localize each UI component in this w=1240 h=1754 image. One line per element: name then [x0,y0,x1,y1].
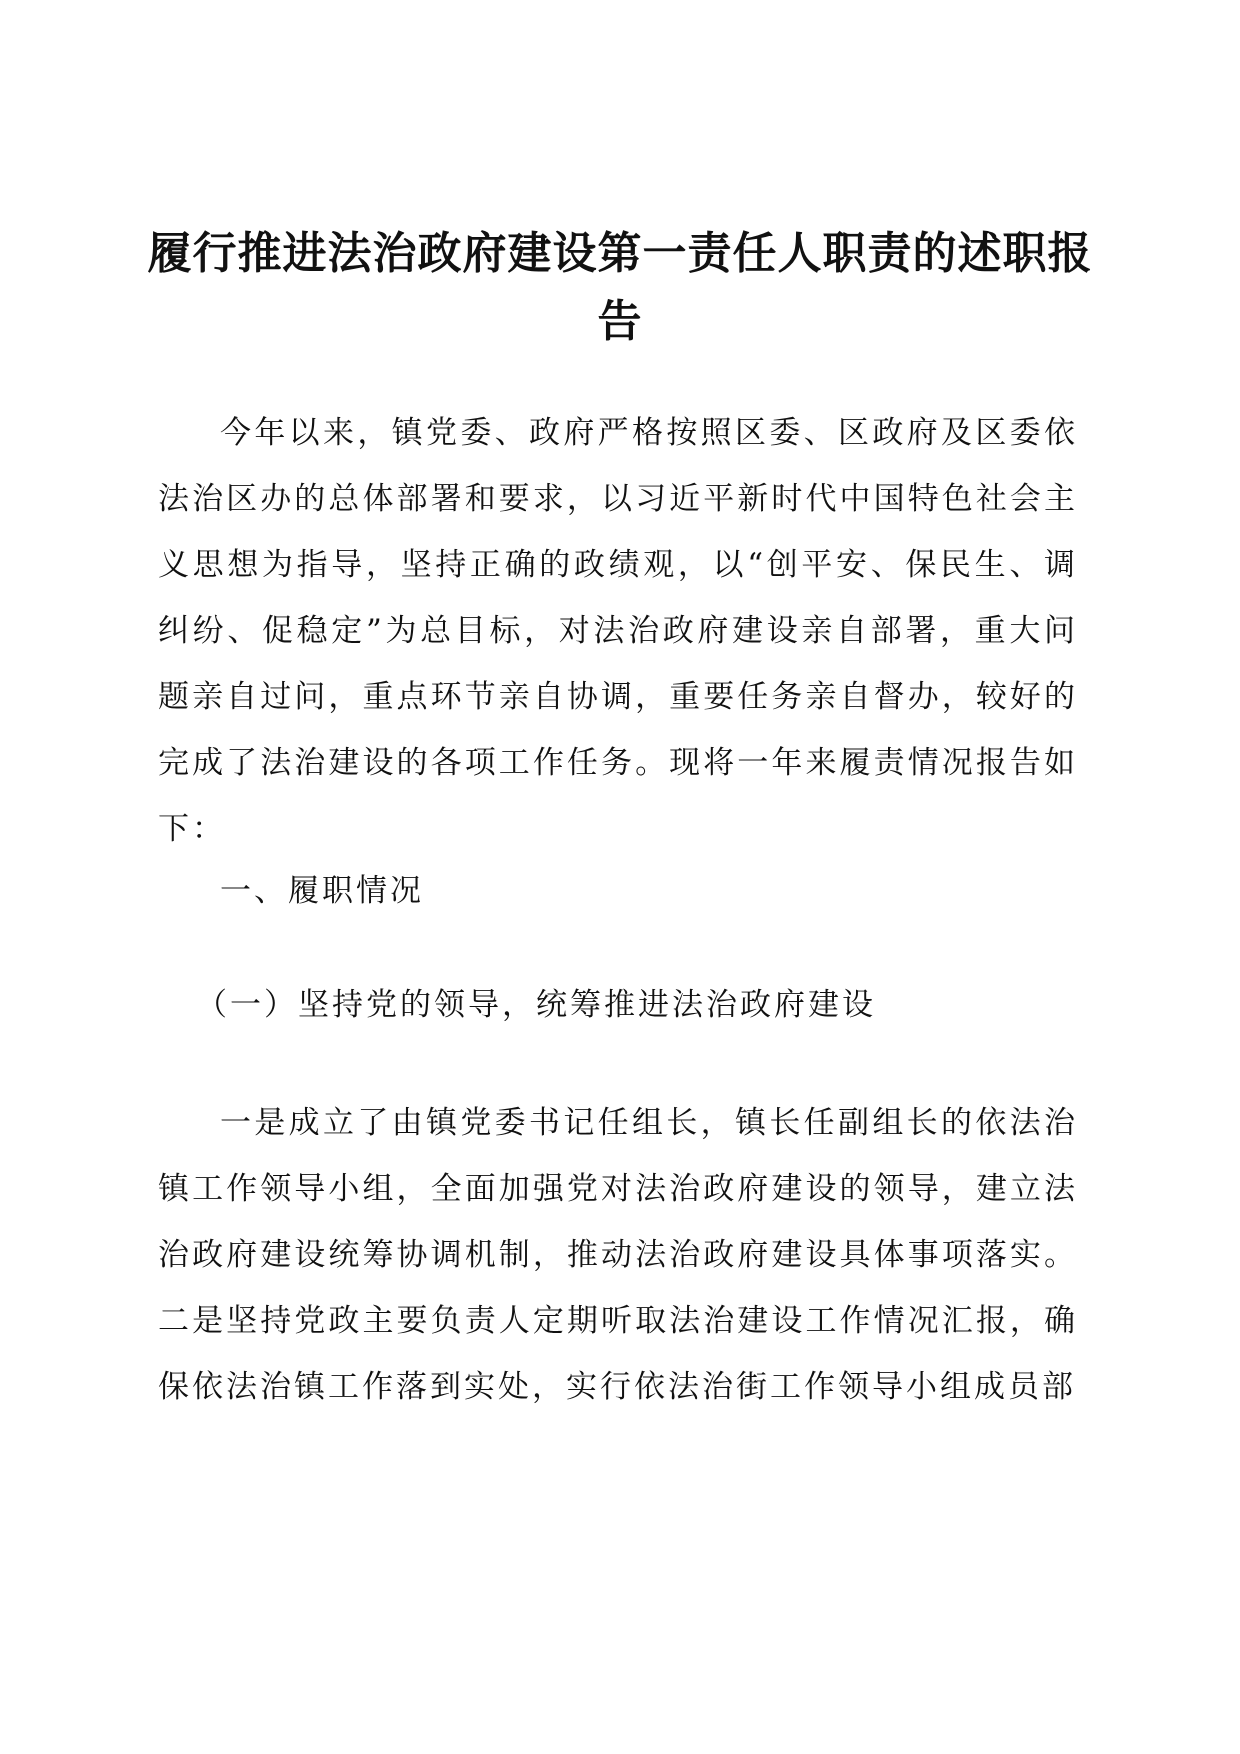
subsection-heading: （一）坚持党的领导，统筹推进法治政府建设 [196,987,876,1023]
intro-paragraph: 今年以来，镇党委、政府严格按照区委、区政府及区委依法治区办的总体部署和要求，以习近平新时代中国特色社会主义思想为指导，坚持正确的政绩观，以“创平安、保民生、调纠纷、促稳定”为总目标，对法治政府建设亲自部署，重大问题亲自过问，重点环节亲自协调，重要任务亲自督办，较好的完成了法治建设的各项工作任务。现将一年来履责情况报告如下： [158,415,1078,847]
section-heading: 一、履职情况 [220,873,424,909]
body-paragraph: 一是成立了由镇党委书记任组长，镇长任副组长的依法治镇工作领导小组，全面加强党对法治政府建设的领导，建立法治政府建设统筹协调机制，推动法治政府建设具体事项落实。二是坚持党政主要负责人定期听取法治建设工作情况汇报，确保依法治镇工作落到实处，实行依法治街工作领导小组成员部 [158,1105,1078,1405]
document-title: 履行推进法治政府建设第一责任人职责的述职报告 [147,228,1093,347]
